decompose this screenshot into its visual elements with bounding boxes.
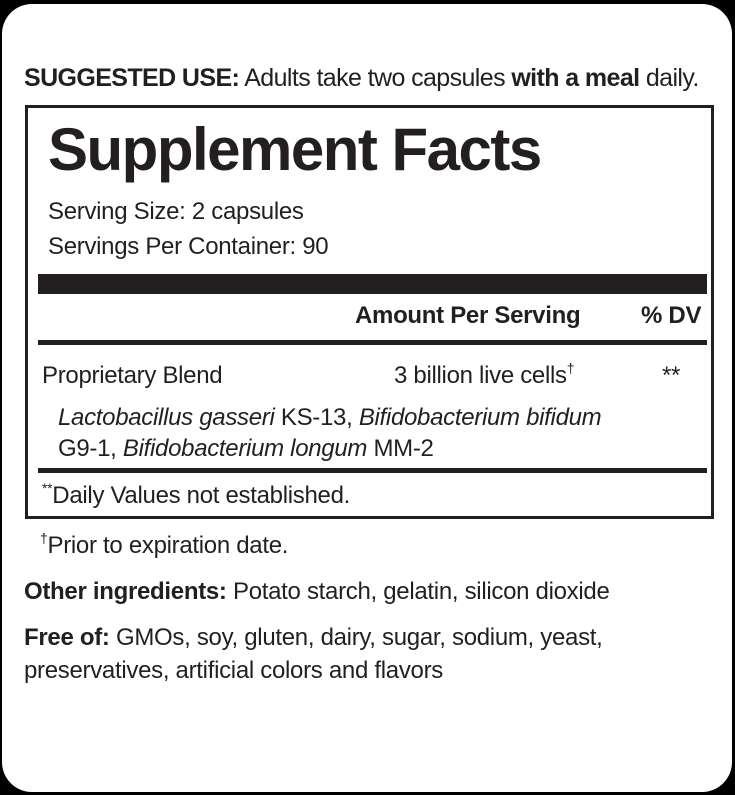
dv-footnote	[42, 482, 350, 510]
expiration-note	[40, 532, 288, 560]
blend-strain-1: KS-13,	[274, 404, 359, 431]
suggested-use-label: SUGGESTED USE:	[24, 64, 240, 92]
blend-line-1	[58, 404, 601, 432]
suggested-use-text-end: daily.	[639, 64, 699, 92]
ingredient-amount	[394, 362, 574, 390]
other-ingredients-label: Other ingredients:	[24, 578, 227, 605]
thick-divider	[38, 274, 707, 294]
dagger-mark: †	[566, 360, 575, 376]
facts-title: Supplement Facts	[48, 116, 541, 183]
blend-organism-2: Bifidobacterium bifidum	[358, 404, 602, 431]
expiration-note-text: Prior to expiration date.	[47, 532, 289, 559]
suggested-use	[24, 64, 699, 93]
serving-size: Serving Size: 2 capsules	[48, 198, 304, 225]
free-of-line-2: preservatives, artificial colors and flavors	[24, 657, 443, 684]
dv-header: % DV	[641, 302, 702, 329]
supplement-facts-panel	[25, 105, 714, 519]
amount-per-serving-header: Amount Per Serving	[355, 302, 581, 329]
blend-line-2	[58, 435, 434, 463]
other-ingredients	[24, 578, 610, 606]
servings-per-container: Servings Per Container: 90	[48, 233, 329, 260]
blend-strain-2: G9-1,	[58, 435, 123, 462]
blend-organism-3: Bifidobacterium longum	[122, 435, 368, 462]
blend-strain-3: MM-2	[367, 435, 434, 462]
suggested-use-text: Adults take two capsules	[239, 64, 512, 92]
label-card	[2, 4, 732, 792]
blend-organism-1: Lactobacillus gasseri	[58, 404, 275, 431]
free-of-label: Free of:	[24, 624, 110, 651]
ingredient-name: Proprietary Blend	[42, 362, 223, 389]
ingredient-dv: **	[662, 362, 681, 389]
blend-divider	[38, 468, 707, 473]
free-of-text-1: GMOs, soy, gluten, dairy, sugar, sodium, yeast,	[109, 624, 603, 651]
suggested-use-emphasis: with a meal	[511, 64, 640, 92]
free-of-line-1	[24, 624, 603, 652]
other-ingredients-text: Potato starch, gelatin, silicon dioxide	[226, 578, 610, 605]
dv-footnote-text: Daily Values not established.	[52, 482, 350, 509]
double-asterisk-mark: **	[42, 480, 53, 496]
ingredient-amount-value: 3 billion live cells	[394, 362, 567, 389]
header-divider	[38, 340, 707, 345]
dagger-footnote-mark: †	[40, 530, 48, 546]
